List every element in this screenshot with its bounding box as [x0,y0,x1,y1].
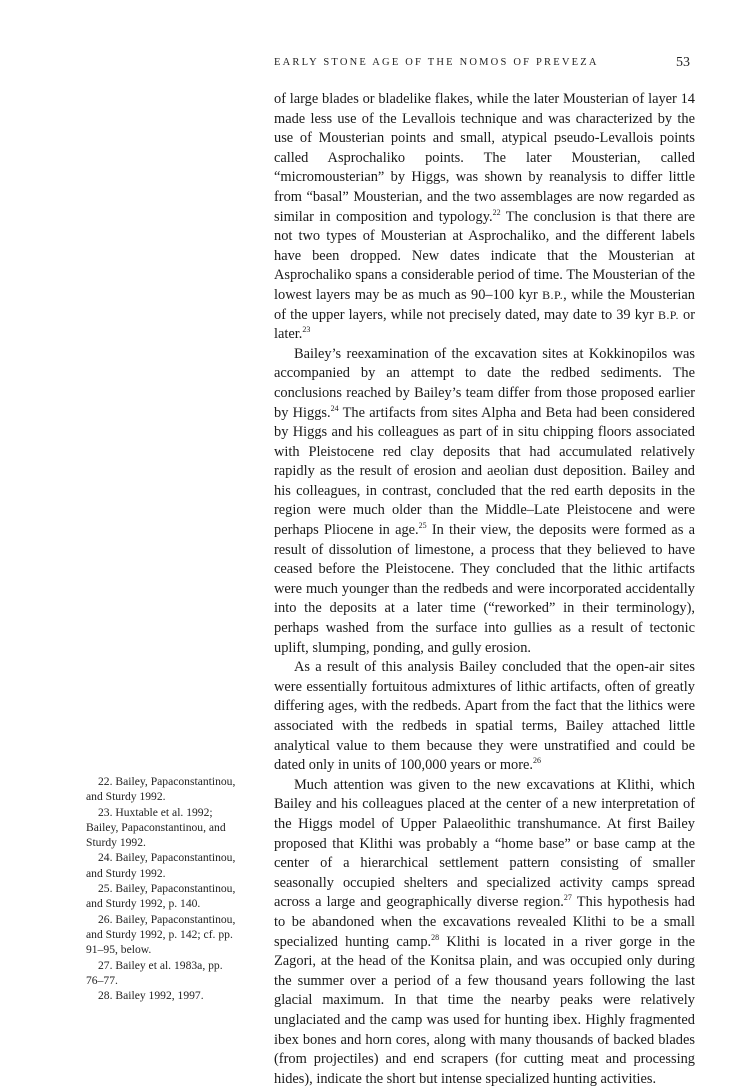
paragraph-1 [274,90,695,345]
footnote-25: 25. Bailey, Papaconstantinou, and Sturdy 1992, p. 140. [86,882,236,911]
footnote-ref-23[interactable]: 23 [302,325,311,335]
footnote-ref-28[interactable]: 28 [431,932,440,942]
footnote-27: 27. Bailey et al. 1983a, pp. 76–77. [86,958,223,987]
page-number: 53 [676,55,690,70]
bp-abbreviation: B.P. [542,287,564,302]
footnote-ref-26[interactable]: 26 [532,756,541,766]
paragraph-text: Klithi is located in a river gorge in the Zagori, at the head of the Konitsa plain, and was occupied only during the summer over a period of a few thousand years following the last glacial maximum. In that time the nearby peaks were relatively unglaciated and the camp was used for hunting ibex. Highly fragmented ibex bones and horn cores, along with many thousands of backed blades (from projectiles) and end scrapers (for cutting meat and processing hides), indicate the short but intense specialized hunting activities. [274,933,695,1087]
paragraph-text: The artifacts from sites Alpha and Beta had been considered by Higgs and his colleagues as part of in situ chipping floors associated with Pleistocene red clay deposits that had accumulated relatively rapidly as the result of erosion and aeolian dust deposition. Bailey and his colleagues, in contrast, concluded that the red earth deposits in the region were much older than the Middle–Late Pleistocene and were perhaps Pliocene in age. [274,404,696,539]
paragraph-2 [274,345,695,659]
bp-abbreviation: B.P. [657,307,679,322]
footnote-22: 22. Bailey, Papaconstantinou, and Sturdy 1992. [86,775,236,804]
paragraph-text: or later. [274,306,695,343]
footnotes-column [86,774,242,1003]
paragraph-text: In their view, the deposits were formed as a result of dissolution of limestone, a process that they believed to have ceased before the Pleistocene. They concluded that the lithic artifacts were much younger than the redbeds and were incorporated accidentally into the deposits at a later time (“reworked” in their terminology), perhaps washed from the surface into gullies as a result of tectonic uplift, slumping, ponding, and gully erosion. [274,522,695,656]
footnote-ref-27[interactable]: 27 [563,893,572,903]
paragraph-text: The conclusion is that there are not two types of Mousterian at Asprochaliko, and the different labels have been dropped. New dates indicate that the Mousterian at Asprochaliko spans a considerable period of time. The Mousterian of the lowest layers may be as much as 90–100 kyr [274,208,695,303]
footnote-26: 26. Bailey, Papaconstantinou, and Sturdy 1992, p. 142; cf. pp. 91–95, below. [86,912,236,957]
footnote-23: 23. Huxtable et al. 1992; Bailey, Papaconstantinou, and Sturdy 1992. [86,805,226,850]
footnote-ref-25[interactable]: 25 [418,521,427,531]
paragraph-text: Much attention was given to the new excavations at Klithi, which Bailey and his colleagues placed at the center of a new interpretation of the Higgs model of Upper Palaeolithic transhumance. At first Bailey proposed that Klithi was probably a “home base” or base camp at the center of a hierarchical settlement pattern consisting of smaller seasonally occupied shelters and specialized activity camps spread across a large and geographically diverse region. [274,776,695,911]
footnote-ref-22[interactable]: 22 [492,207,501,217]
footnote-ref-24[interactable]: 24 [330,403,339,413]
main-text-column [274,90,695,1089]
paragraph-text: Bailey’s reexamination of the excavation sites at Kokkinopilos was accompanied by an attempt to date the redbed sediments. The conclusions reached by Bailey’s team differ from those proposed earlier by Higgs. [274,345,695,421]
paragraph-3 [274,658,695,776]
paragraph-text: , while the Mousterian of the upper layers, while not precisely dated, may date to 39 kyr [274,286,695,323]
footnote-28: 28. Bailey 1992, 1997. [98,989,204,1003]
paragraph-4 [274,776,695,1089]
paragraph-text: As a result of this analysis Bailey concluded that the open-air sites were essentially fortuitous admixtures of lithic artifacts, often of greatly differing ages, with the redbeds. Apart from the fact that the lithics were associated with the redbeds in spatial terms, Bailey attached little analytical value to them because they were unstratified and could be dated only in units of 100,000 years or more. [274,659,695,774]
footnote-24: 24. Bailey, Papaconstantinou, and Sturdy 1992. [86,851,236,880]
paragraph-text: of large blades or bladelike flakes, while the later Mousterian of layer 14 made less use of the Levallois technique and was characterized by the use of Mousterian points and small, atypical pseudo-Levallois points called Asprochaliko points. The later Mousterian, called “micromousterian” by Higgs, was shown by reanalysis to differ little from “basal” Mousterian, and the two assemblages are now regarded as similar in composition and typology. [274,91,695,225]
running-head-title: EARLY STONE AGE OF THE NOMOS OF PREVEZA [274,57,599,68]
paragraph-text: This hypothesis had to be abandoned when the excavations revealed Klithi to be a small specialized hunting camp. [274,894,695,950]
